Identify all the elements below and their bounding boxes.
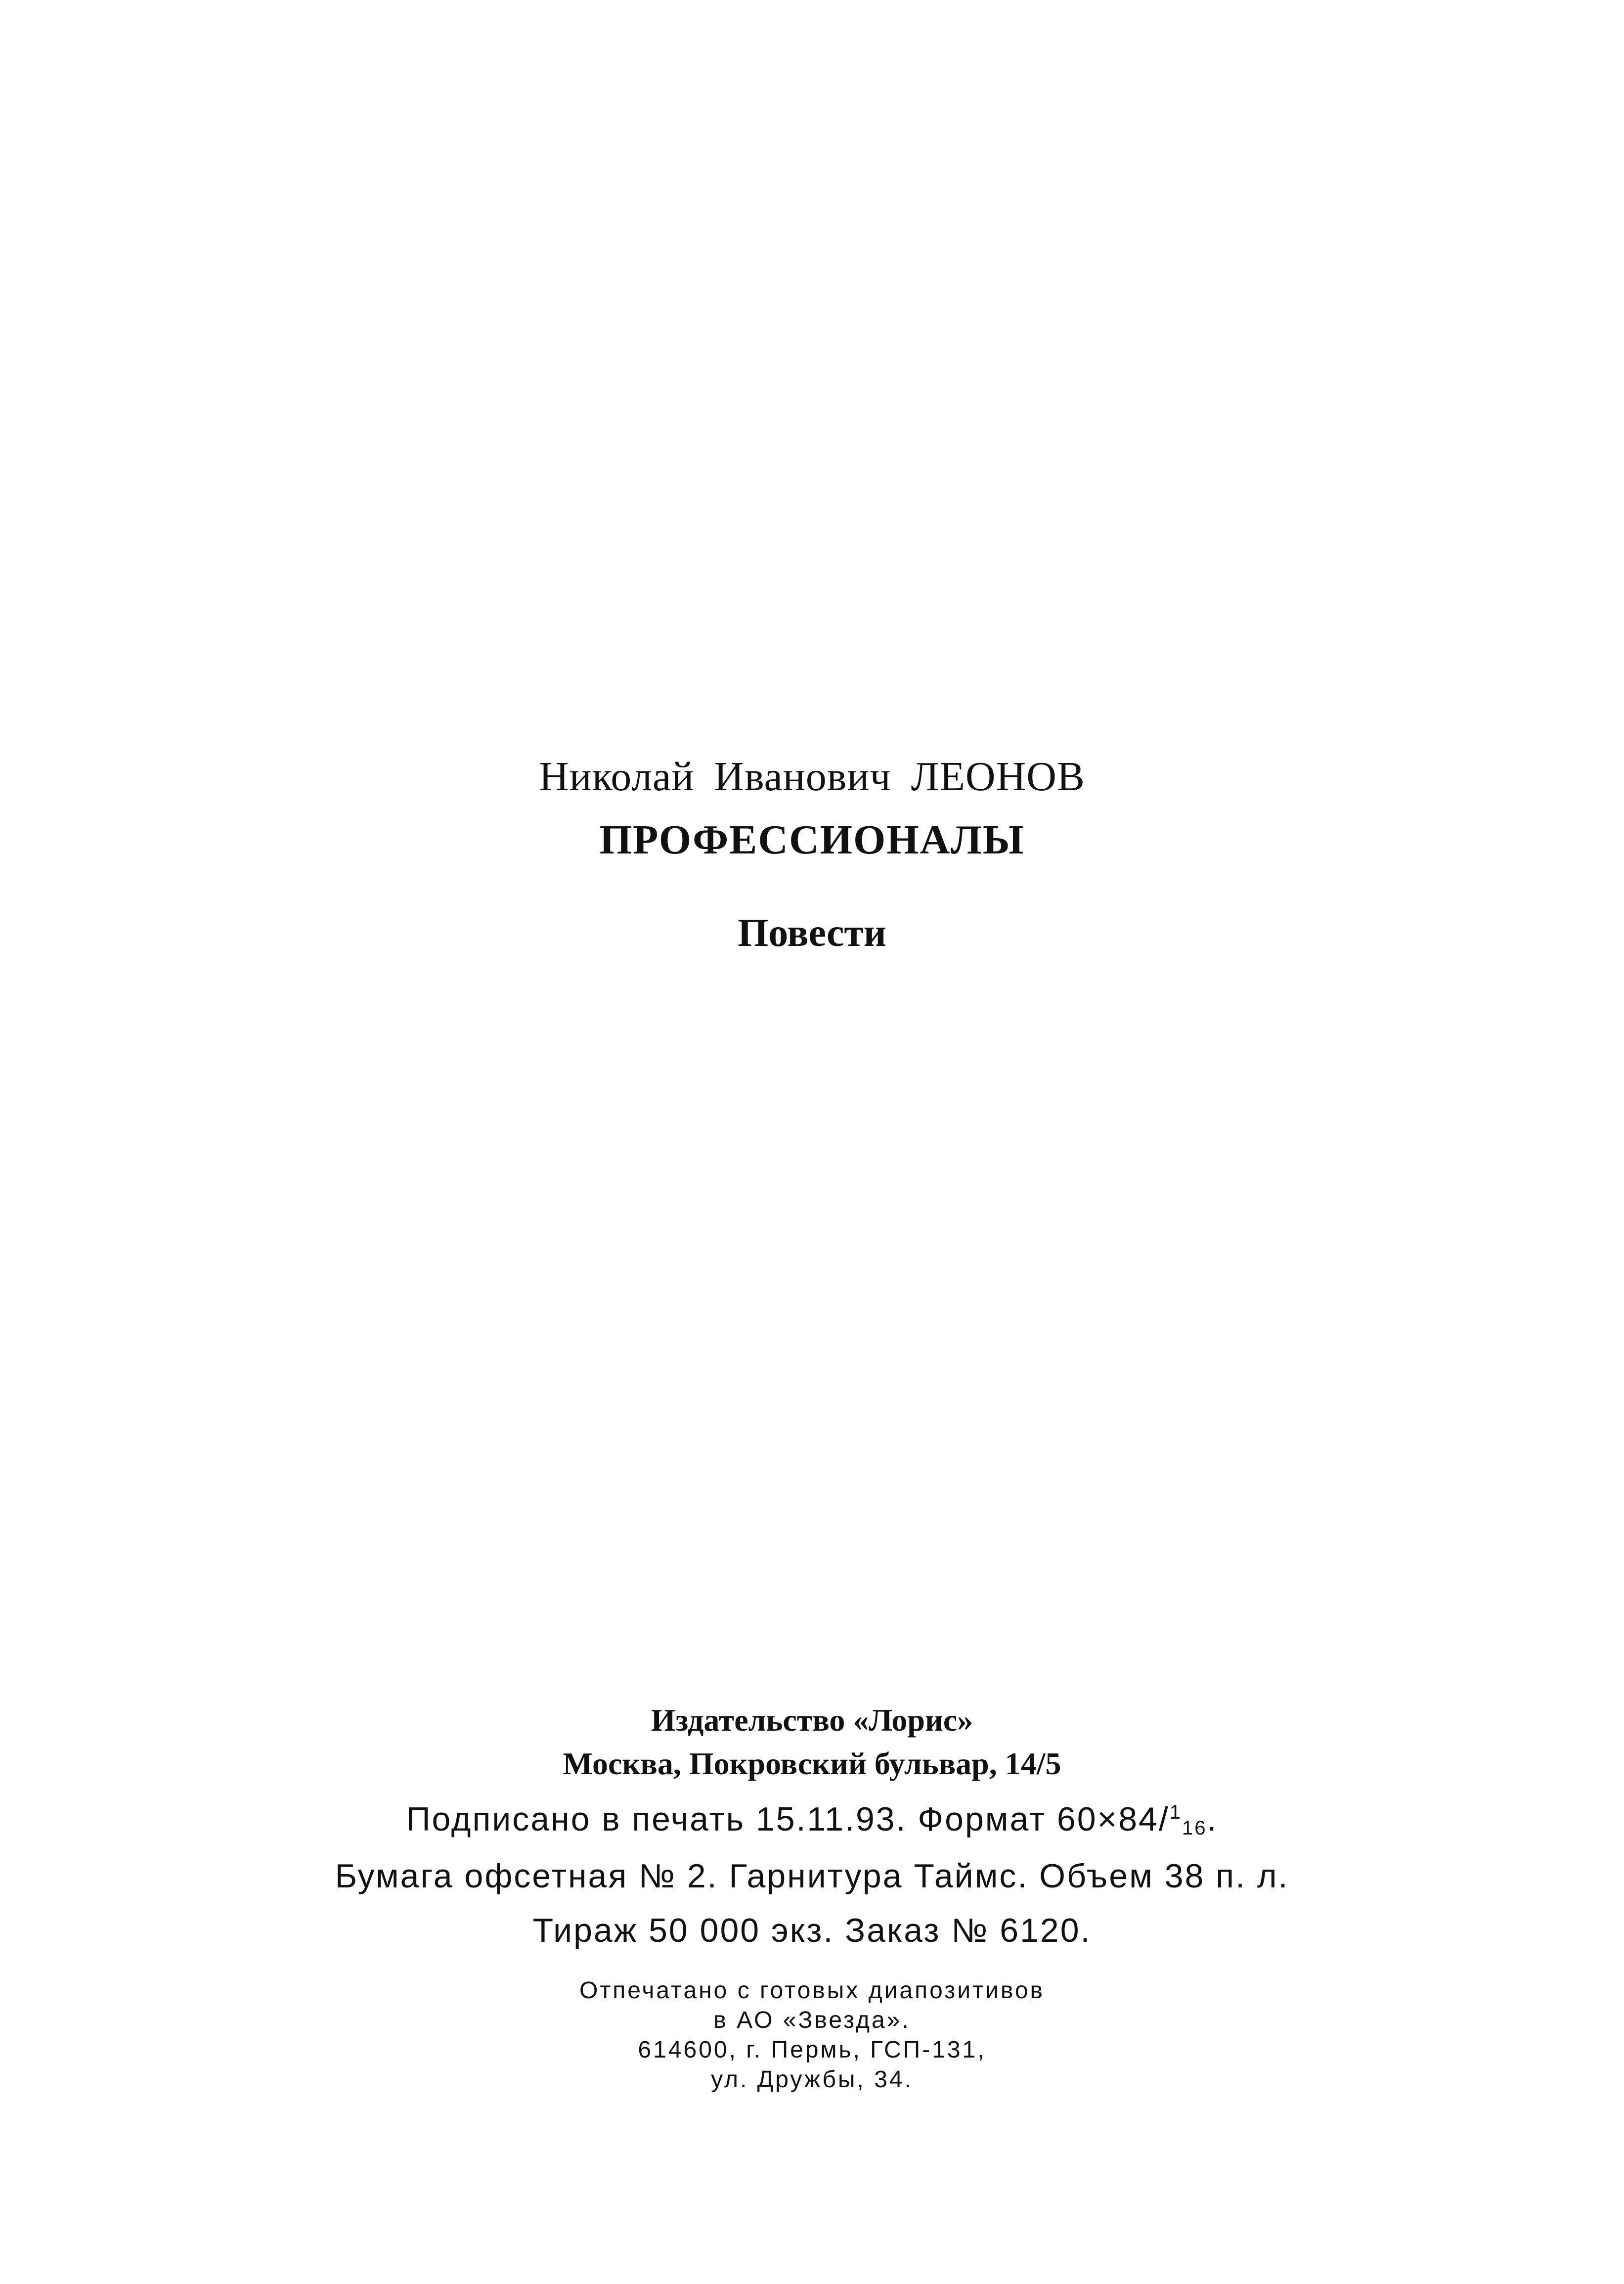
author-first-name: Николай — [539, 754, 695, 800]
book-genre: Повести — [738, 911, 886, 955]
author-patronymic: Иванович — [714, 754, 891, 800]
printer-line-3: 614600, г. Пермь, ГСП-131, — [638, 2037, 986, 2063]
imprint-line-paper: Бумага офсетная № 2. Гарнитура Таймс. Объем 38 п. л. — [335, 1857, 1289, 1895]
imprint-format-value: 60×84/ — [1056, 1800, 1170, 1838]
imprint-format-label: Формат — [918, 1800, 1046, 1838]
imprint-format-end: . — [1207, 1800, 1218, 1838]
imprint-signed-label: Подписано в печать — [406, 1800, 746, 1838]
author-last-name: ЛЕОНОВ — [911, 754, 1085, 800]
imprint-signed-date: 15.11.93. — [755, 1800, 907, 1838]
publisher-name: Издательство «Лорис» — [651, 1702, 973, 1738]
imprint-format-numerator: 1 — [1169, 1801, 1183, 1823]
book-title: ПРОФЕССИОНАЛЫ — [599, 817, 1025, 863]
imprint-line-print-run: Тираж 50 000 экз. Заказ № 6120. — [532, 1912, 1092, 1949]
imprint-line-signed — [0, 1800, 1624, 1839]
publisher-address: Москва, Покровский бульвар, 14/5 — [563, 1746, 1061, 1781]
imprint-format-denominator: 16 — [1182, 1817, 1207, 1839]
author-name — [0, 753, 1624, 801]
printer-line-4: ул. Дружбы, 34. — [711, 2066, 913, 2093]
printer-line-2: в АО «Звезда». — [713, 2007, 911, 2033]
printer-line-1: Отпечатано с готовых диапозитивов — [579, 1977, 1045, 2004]
